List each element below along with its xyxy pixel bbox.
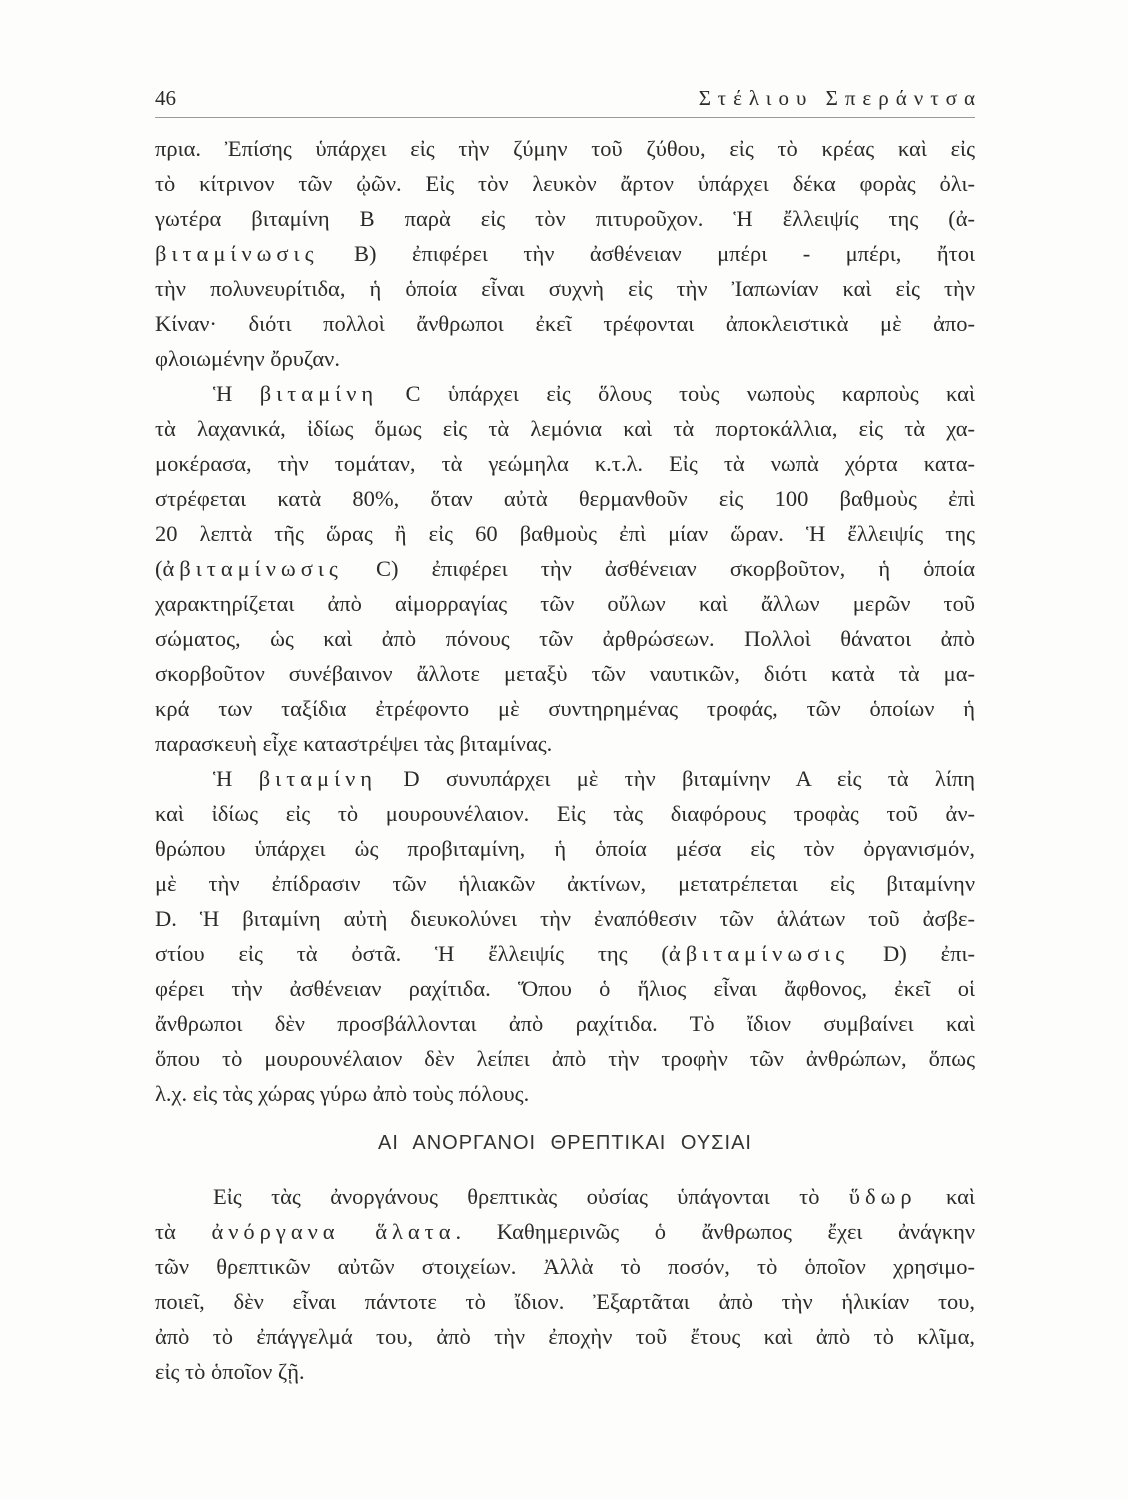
text-line bbox=[155, 516, 975, 551]
text-segment: μὲ τὴν ἐπίδρασιν τῶν ἡλιακῶν ἀκτίνων, μετατρέπεται εἰς βιταμίνην bbox=[155, 871, 975, 896]
text-segment: C ὑπάρχει εἰς ὅλους τοὺς νωποὺς καρποὺς καὶ bbox=[378, 381, 976, 406]
text-line bbox=[155, 481, 975, 516]
text-line bbox=[155, 201, 975, 236]
text-line bbox=[155, 1319, 975, 1354]
running-title: Στέλιου Σπεράντσα bbox=[698, 86, 982, 110]
text-segment: C) ἐπιφέρει τὴν ἀσθένειαν σκορβοῦτον, ἡ ὁποία bbox=[342, 556, 975, 581]
paragraph bbox=[155, 1179, 975, 1389]
text-line bbox=[155, 726, 975, 761]
emphasized-term: ἀβιταμίνωσις bbox=[162, 556, 343, 581]
text-segment: καὶ ἰδίως εἰς τὸ μουρουνέλαιον. Εἰς τὰς διαφόρους τροφὰς τοῦ ἀν- bbox=[155, 801, 975, 826]
text-line bbox=[155, 1214, 975, 1249]
text-segment: πρια. Ἐπίσης ὑπάρχει εἰς τὴν ζύμην τοῦ ζύθου, εἰς τὸ κρέας καὶ εἰς bbox=[155, 136, 975, 161]
emphasized-term: ἀβιταμίνωσις bbox=[668, 941, 850, 966]
text-segment: θρώπου ὑπάρχει ὡς προβιταμίνη, ἡ ὁποία μέσα εἰς τὸν ὀργανισμόν, bbox=[155, 836, 975, 861]
text-segment: σκορβοῦτον συνέβαινον ἄλλοτε μεταξὺ τῶν ναυτικῶν, διότι κατὰ τὰ μα- bbox=[155, 661, 975, 686]
text-segment: ( bbox=[155, 556, 163, 581]
text-line bbox=[155, 166, 975, 201]
section-heading: ΑΙ ΑΝΟΡΓΑΝΟΙ ΘΡΕΠΤΙΚΑΙ ΟΥΣΙΑΙ bbox=[378, 1132, 752, 1154]
text-line bbox=[155, 1041, 975, 1076]
text-segment: D συνυπάρχει μὲ τὴν βιταμίνην Α εἰς τὰ λίπη bbox=[377, 766, 975, 791]
text-line bbox=[155, 376, 975, 411]
text-line bbox=[155, 1249, 975, 1284]
text-segment: χαρακτηρίζεται ἀπὸ αἱμορραγίας τῶν οὔλων καὶ ἄλλων μερῶν τοῦ bbox=[155, 591, 975, 616]
text-line bbox=[155, 341, 975, 376]
emphasized-term: ὕδωρ bbox=[848, 1184, 917, 1209]
text-segment: παρασκευὴ εἶχε καταστρέψει τὰς βιταμίνας. bbox=[155, 731, 553, 756]
text-segment: ἀπὸ τὸ ἐπάγγελμά του, ἀπὸ τὴν ἐποχὴν τοῦ ἔτους καὶ ἀπὸ τὸ κλῖμα, bbox=[155, 1324, 975, 1349]
text-segment: γωτέρα βιταμίνη Β παρὰ εἰς τὸν πιτυροῦχον. Ἡ ἔλλειψίς της (ἀ- bbox=[155, 206, 975, 231]
text-segment: τὸ κίτρινον τῶν ᾠῶν. Εἰς τὸν λευκὸν ἄρτον ὑπάρχει δέκα φορὰς ὀλι- bbox=[155, 171, 975, 196]
text-body bbox=[155, 131, 975, 1389]
text-segment: Ἡ bbox=[213, 766, 259, 791]
text-line bbox=[155, 551, 975, 586]
text-line bbox=[155, 271, 975, 306]
header-rule bbox=[155, 117, 975, 118]
text-segment: 20 λεπτὰ τῆς ὥρας ἢ εἰς 60 βαθμοὺς ἐπὶ μίαν ὥραν. Ἡ ἔλλειψίς της bbox=[155, 521, 975, 546]
text-line bbox=[155, 656, 975, 691]
text-line bbox=[155, 936, 975, 971]
text-segment: μοκέρασα, τὴν τομάταν, τὰ γεώμηλα κ.τ.λ. Εἰς τὰ νωπὰ χόρτα κατα- bbox=[155, 451, 975, 476]
emphasized-term: βιταμίνωσις bbox=[155, 241, 319, 266]
emphasized-term: ἀνόργανα bbox=[211, 1219, 340, 1244]
text-line bbox=[155, 866, 975, 901]
text-line bbox=[155, 901, 975, 936]
text-segment: φλοιωμένην ὄρυζαν. bbox=[155, 346, 340, 371]
running-header bbox=[155, 86, 982, 114]
text-segment: Ἡ bbox=[213, 381, 260, 406]
text-segment: τὰ λαχανικά, ἰδίως ὅμως εἰς τὰ λεμόνια καὶ τὰ πορτοκάλλια, εἰς τὰ χα- bbox=[155, 416, 975, 441]
emphasized-term: βιταμίνη bbox=[258, 766, 378, 791]
text-line bbox=[155, 236, 975, 271]
text-segment: ἄνθρωποι δὲν προσβάλλονται ἀπὸ ραχίτιδα. Τὸ ἴδιον συμβαίνει καὶ bbox=[155, 1011, 975, 1036]
text-segment: τὰ bbox=[155, 1219, 212, 1244]
paragraph bbox=[155, 376, 975, 761]
text-line bbox=[155, 621, 975, 656]
text-line bbox=[155, 1284, 975, 1319]
text-segment: λ.χ. εἰς τὰς χώρας γύρω ἀπὸ τοὺς πόλους. bbox=[155, 1081, 530, 1106]
text-segment: τὴν πολυνευρίτιδα, ἡ ὁποία εἶναι συχνὴ εἰς τὴν Ἰαπωνίαν καὶ εἰς τὴν bbox=[155, 276, 975, 301]
text-line bbox=[155, 411, 975, 446]
text-line bbox=[155, 131, 975, 166]
text-line bbox=[155, 1076, 975, 1111]
text-segment: ποιεῖ, δὲν εἶναι πάντοτε τὸ ἴδιον. Ἐξαρτᾶται ἀπὸ τὴν ἡλικίαν του, bbox=[155, 1289, 975, 1314]
text-line bbox=[155, 761, 975, 796]
paragraph bbox=[155, 131, 975, 376]
text-line bbox=[155, 1179, 975, 1214]
text-segment: κρά των ταξίδια ἐτρέφοντο μὲ συντηρημένας τροφάς, τῶν ὁποίων ἡ bbox=[155, 696, 975, 721]
text-segment: . Καθημερινῶς ὁ ἄνθρωπος ἔχει ἀνάγκην bbox=[455, 1219, 976, 1244]
text-segment: στρέφεται κατὰ 80%, ὅταν αὐτὰ θερμανθοῦν εἰς 100 βαθμοὺς ἐπὶ bbox=[155, 486, 975, 511]
text-segment: Εἰς τὰς ἀνοργάνους θρεπτικὰς οὐσίας ὑπάγονται τὸ bbox=[213, 1184, 849, 1209]
text-segment: εἰς τὸ ὁποῖον ζῇ. bbox=[155, 1359, 305, 1384]
text-segment: D) ἐπι- bbox=[849, 941, 975, 966]
emphasized-term: βιταμίνη bbox=[259, 381, 379, 406]
text-segment: φέρει τὴν ἀσθένειαν ραχίτιδα. Ὅπου ὁ ἥλιος εἶναι ἄφθονος, ἐκεῖ οἱ bbox=[155, 976, 975, 1001]
text-segment bbox=[340, 1219, 376, 1244]
emphasized-term: ἅλατα bbox=[375, 1219, 456, 1244]
text-segment: Β) ἐπιφέρει τὴν ἀσθένειαν μπέρι - μπέρι, ἤτοι bbox=[318, 241, 975, 266]
text-line bbox=[155, 446, 975, 481]
text-line bbox=[155, 586, 975, 621]
text-segment: καὶ bbox=[916, 1184, 975, 1209]
text-line bbox=[155, 1354, 975, 1389]
text-line bbox=[155, 831, 975, 866]
page-number: 46 bbox=[155, 86, 176, 110]
text-segment: σώματος, ὡς καὶ ἀπὸ πόνους τῶν ἀρθρώσεων. Πολλοὶ θάνατοι ἀπὸ bbox=[155, 626, 975, 651]
text-line bbox=[155, 306, 975, 341]
paragraph bbox=[155, 761, 975, 1111]
text-segment: Κίναν· διότι πολλοὶ ἄνθρωποι ἐκεῖ τρέφονται ἀποκλειστικὰ μὲ ἀπο- bbox=[155, 311, 975, 336]
text-line bbox=[155, 691, 975, 726]
text-segment: ὅπου τὸ μουρουνέλαιον δὲν λείπει ἀπὸ τὴν τροφὴν τῶν ἀνθρώπων, ὅπως bbox=[155, 1046, 975, 1071]
text-segment: τῶν θρεπτικῶν αὐτῶν στοιχείων. Ἀλλὰ τὸ ποσόν, τὸ ὁποῖον χρησιμο- bbox=[155, 1254, 975, 1279]
text-segment: D. Ἡ βιταμίνη αὐτὴ διευκολύνει τὴν ἐναπόθεσιν τῶν ἁλάτων τοῦ ἀσβε- bbox=[155, 906, 975, 931]
text-line bbox=[155, 796, 975, 831]
text-line bbox=[155, 971, 975, 1006]
text-segment: στίου εἰς τὰ ὀστᾶ. Ἡ ἔλλειψίς της ( bbox=[155, 941, 669, 966]
text-line bbox=[155, 1006, 975, 1041]
